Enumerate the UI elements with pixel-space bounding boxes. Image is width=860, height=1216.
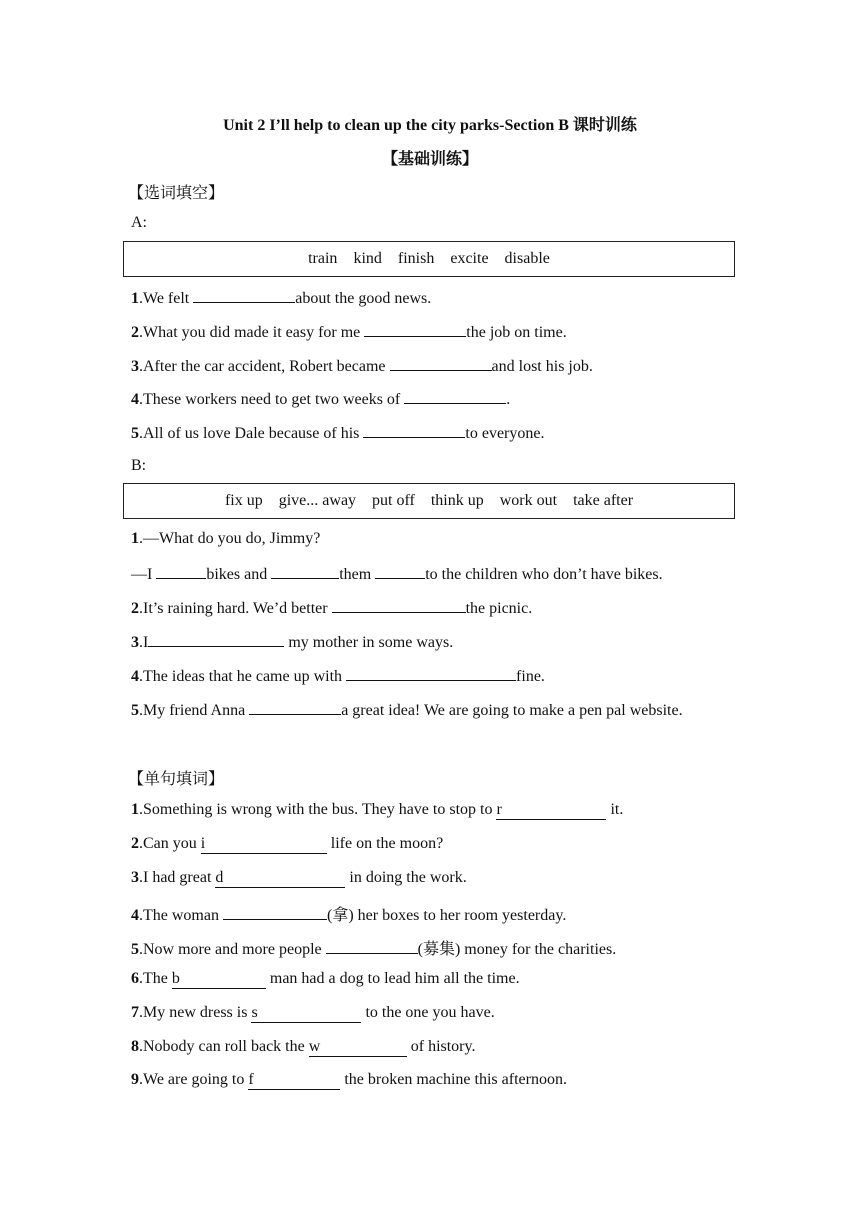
answer-blank[interactable] bbox=[223, 905, 327, 920]
question-text: .Something is wrong with the bus. They have to stop to bbox=[139, 801, 493, 818]
question-number: 3 bbox=[131, 634, 139, 651]
question-text: .We felt bbox=[139, 290, 190, 307]
question-item bbox=[131, 1038, 475, 1057]
question-text: (拿) her boxes to her room yesterday. bbox=[326, 907, 567, 924]
question-text: . bbox=[506, 391, 511, 408]
question-text: .All of us love Dale because of his bbox=[139, 425, 360, 442]
question-item bbox=[131, 700, 683, 720]
word-bank-item: fix up bbox=[224, 492, 263, 509]
question-number: 1 bbox=[131, 290, 139, 307]
question-text: .Can you bbox=[139, 835, 197, 852]
question-item bbox=[131, 564, 663, 584]
answer-blank[interactable] bbox=[309, 1038, 407, 1057]
question-number: 6 bbox=[131, 970, 139, 987]
section-heading-sentence-fill: 【单句填词】 bbox=[128, 771, 225, 788]
answer-blank[interactable] bbox=[332, 598, 466, 613]
page-title: Unit 2 I’ll help to clean up the city parks-Section B 课时训练 bbox=[223, 117, 637, 134]
word-bank-item: train bbox=[308, 250, 338, 267]
question-text: .The woman bbox=[139, 907, 219, 924]
question-text: .My friend Anna bbox=[139, 702, 246, 719]
answer-blank[interactable] bbox=[248, 1071, 340, 1090]
question-text: .It’s raining hard. We’d better bbox=[139, 600, 328, 617]
first-letter-hint: f bbox=[248, 1071, 254, 1088]
question-number: 9 bbox=[131, 1071, 139, 1088]
question-number: 3 bbox=[131, 358, 139, 375]
question-text: in doing the work. bbox=[349, 869, 467, 886]
answer-blank[interactable] bbox=[249, 700, 341, 715]
question-item bbox=[131, 801, 623, 820]
question-text: .These workers need to get two weeks of bbox=[139, 391, 401, 408]
first-letter-hint: s bbox=[251, 1004, 258, 1021]
question-number: 3 bbox=[131, 869, 139, 886]
question-item bbox=[131, 902, 566, 925]
answer-blank[interactable] bbox=[271, 564, 339, 579]
question-text: (募集) money for the charities. bbox=[417, 941, 617, 958]
answer-blank[interactable] bbox=[390, 356, 492, 371]
answer-blank[interactable] bbox=[215, 869, 345, 888]
question-item bbox=[131, 936, 616, 959]
question-number: 2 bbox=[131, 835, 139, 852]
word-bank-b bbox=[123, 483, 735, 519]
first-letter-hint: b bbox=[171, 970, 180, 987]
answer-blank[interactable] bbox=[148, 632, 284, 647]
answer-blank[interactable] bbox=[172, 970, 266, 989]
question-item bbox=[131, 1004, 495, 1023]
question-text: my mother in some ways. bbox=[288, 634, 454, 651]
question-text: fine. bbox=[516, 668, 545, 685]
word-bank-item: put off bbox=[372, 492, 415, 509]
answer-blank[interactable] bbox=[375, 564, 425, 579]
section-heading-word-choice: 【选词填空】 bbox=[128, 185, 225, 202]
first-letter-hint: r bbox=[496, 801, 502, 818]
question-text: man had a dog to lead him all the time. bbox=[269, 970, 520, 987]
question-text: and lost his job. bbox=[491, 358, 593, 375]
question-number: 4 bbox=[131, 391, 139, 408]
question-text: .Now more and more people bbox=[139, 941, 322, 958]
word-bank-item: take after bbox=[573, 492, 634, 509]
answer-blank[interactable] bbox=[156, 564, 206, 579]
question-item bbox=[131, 389, 510, 409]
question-item bbox=[131, 288, 431, 308]
question-number: 7 bbox=[131, 1004, 139, 1021]
question-text: the broken machine this afternoon. bbox=[344, 1071, 567, 1088]
question-number: 4 bbox=[131, 907, 139, 924]
question-text: .—What do you do, Jimmy? bbox=[139, 530, 321, 547]
question-item bbox=[131, 666, 545, 686]
question-text: a great idea! We are going to make a pen pal website. bbox=[341, 702, 683, 719]
first-letter-hint: d bbox=[215, 869, 224, 886]
question-item bbox=[131, 356, 593, 376]
word-bank-item: disable bbox=[504, 250, 550, 267]
question-text: .The ideas that he came up with bbox=[139, 668, 343, 685]
question-item bbox=[131, 423, 544, 443]
first-letter-hint: i bbox=[200, 835, 206, 852]
question-number: 8 bbox=[131, 1038, 139, 1055]
answer-blank[interactable] bbox=[346, 666, 516, 681]
word-bank-item: think up bbox=[430, 492, 484, 509]
question-text: .The bbox=[139, 970, 168, 987]
question-number: 5 bbox=[131, 425, 139, 442]
question-number: 2 bbox=[131, 324, 139, 341]
question-item bbox=[131, 322, 567, 342]
word-bank-item: finish bbox=[397, 250, 435, 267]
question-item bbox=[131, 970, 520, 989]
question-text: to the children who don’t have bikes. bbox=[425, 566, 663, 583]
word-bank-a bbox=[123, 241, 735, 277]
part-a-label: A: bbox=[131, 214, 147, 231]
answer-blank[interactable] bbox=[404, 389, 506, 404]
word-bank-item: excite bbox=[450, 250, 489, 267]
question-item bbox=[131, 835, 443, 854]
answer-blank[interactable] bbox=[496, 801, 606, 820]
question-text: bikes and bbox=[206, 566, 268, 583]
page-subtitle: 【基础训练】 bbox=[381, 151, 478, 168]
question-item bbox=[131, 598, 532, 618]
question-text: to the one you have. bbox=[365, 1004, 495, 1021]
question-text: —I bbox=[131, 566, 153, 583]
answer-blank[interactable] bbox=[363, 423, 465, 438]
answer-blank[interactable] bbox=[193, 288, 295, 303]
question-text: .My new dress is bbox=[139, 1004, 248, 1021]
question-text: .What you did made it easy for me bbox=[139, 324, 361, 341]
question-text: the job on time. bbox=[466, 324, 567, 341]
question-text: .I had great bbox=[139, 869, 212, 886]
question-number: 2 bbox=[131, 600, 139, 617]
question-text: about the good news. bbox=[295, 290, 432, 307]
question-text: .We are going to bbox=[139, 1071, 245, 1088]
question-text: life on the moon? bbox=[330, 835, 444, 852]
question-text: .After the car accident, Robert became bbox=[139, 358, 386, 375]
answer-blank[interactable] bbox=[326, 939, 418, 954]
question-text: of history. bbox=[410, 1038, 476, 1055]
question-text: .I bbox=[139, 634, 149, 651]
word-bank-item: work out bbox=[499, 492, 558, 509]
question-number: 5 bbox=[131, 941, 139, 958]
question-text: it. bbox=[610, 801, 624, 818]
question-text: them bbox=[339, 566, 372, 583]
word-bank-item: give... away bbox=[278, 492, 357, 509]
question-item bbox=[131, 1071, 567, 1090]
question-text: to everyone. bbox=[465, 425, 545, 442]
question-number: 4 bbox=[131, 668, 139, 685]
question-item bbox=[131, 632, 453, 652]
answer-blank[interactable] bbox=[251, 1004, 361, 1023]
first-letter-hint: w bbox=[308, 1038, 321, 1055]
question-number: 5 bbox=[131, 702, 139, 719]
answer-blank[interactable] bbox=[364, 322, 466, 337]
question-text: .Nobody can roll back the bbox=[139, 1038, 305, 1055]
part-b-label: B: bbox=[131, 457, 147, 474]
answer-blank[interactable] bbox=[201, 835, 327, 854]
question-item bbox=[131, 869, 467, 888]
question-text: the picnic. bbox=[465, 600, 533, 617]
question-number: 1 bbox=[131, 801, 139, 818]
question-item bbox=[131, 530, 320, 548]
word-bank-item: kind bbox=[353, 250, 382, 267]
question-number: 1 bbox=[131, 530, 139, 547]
